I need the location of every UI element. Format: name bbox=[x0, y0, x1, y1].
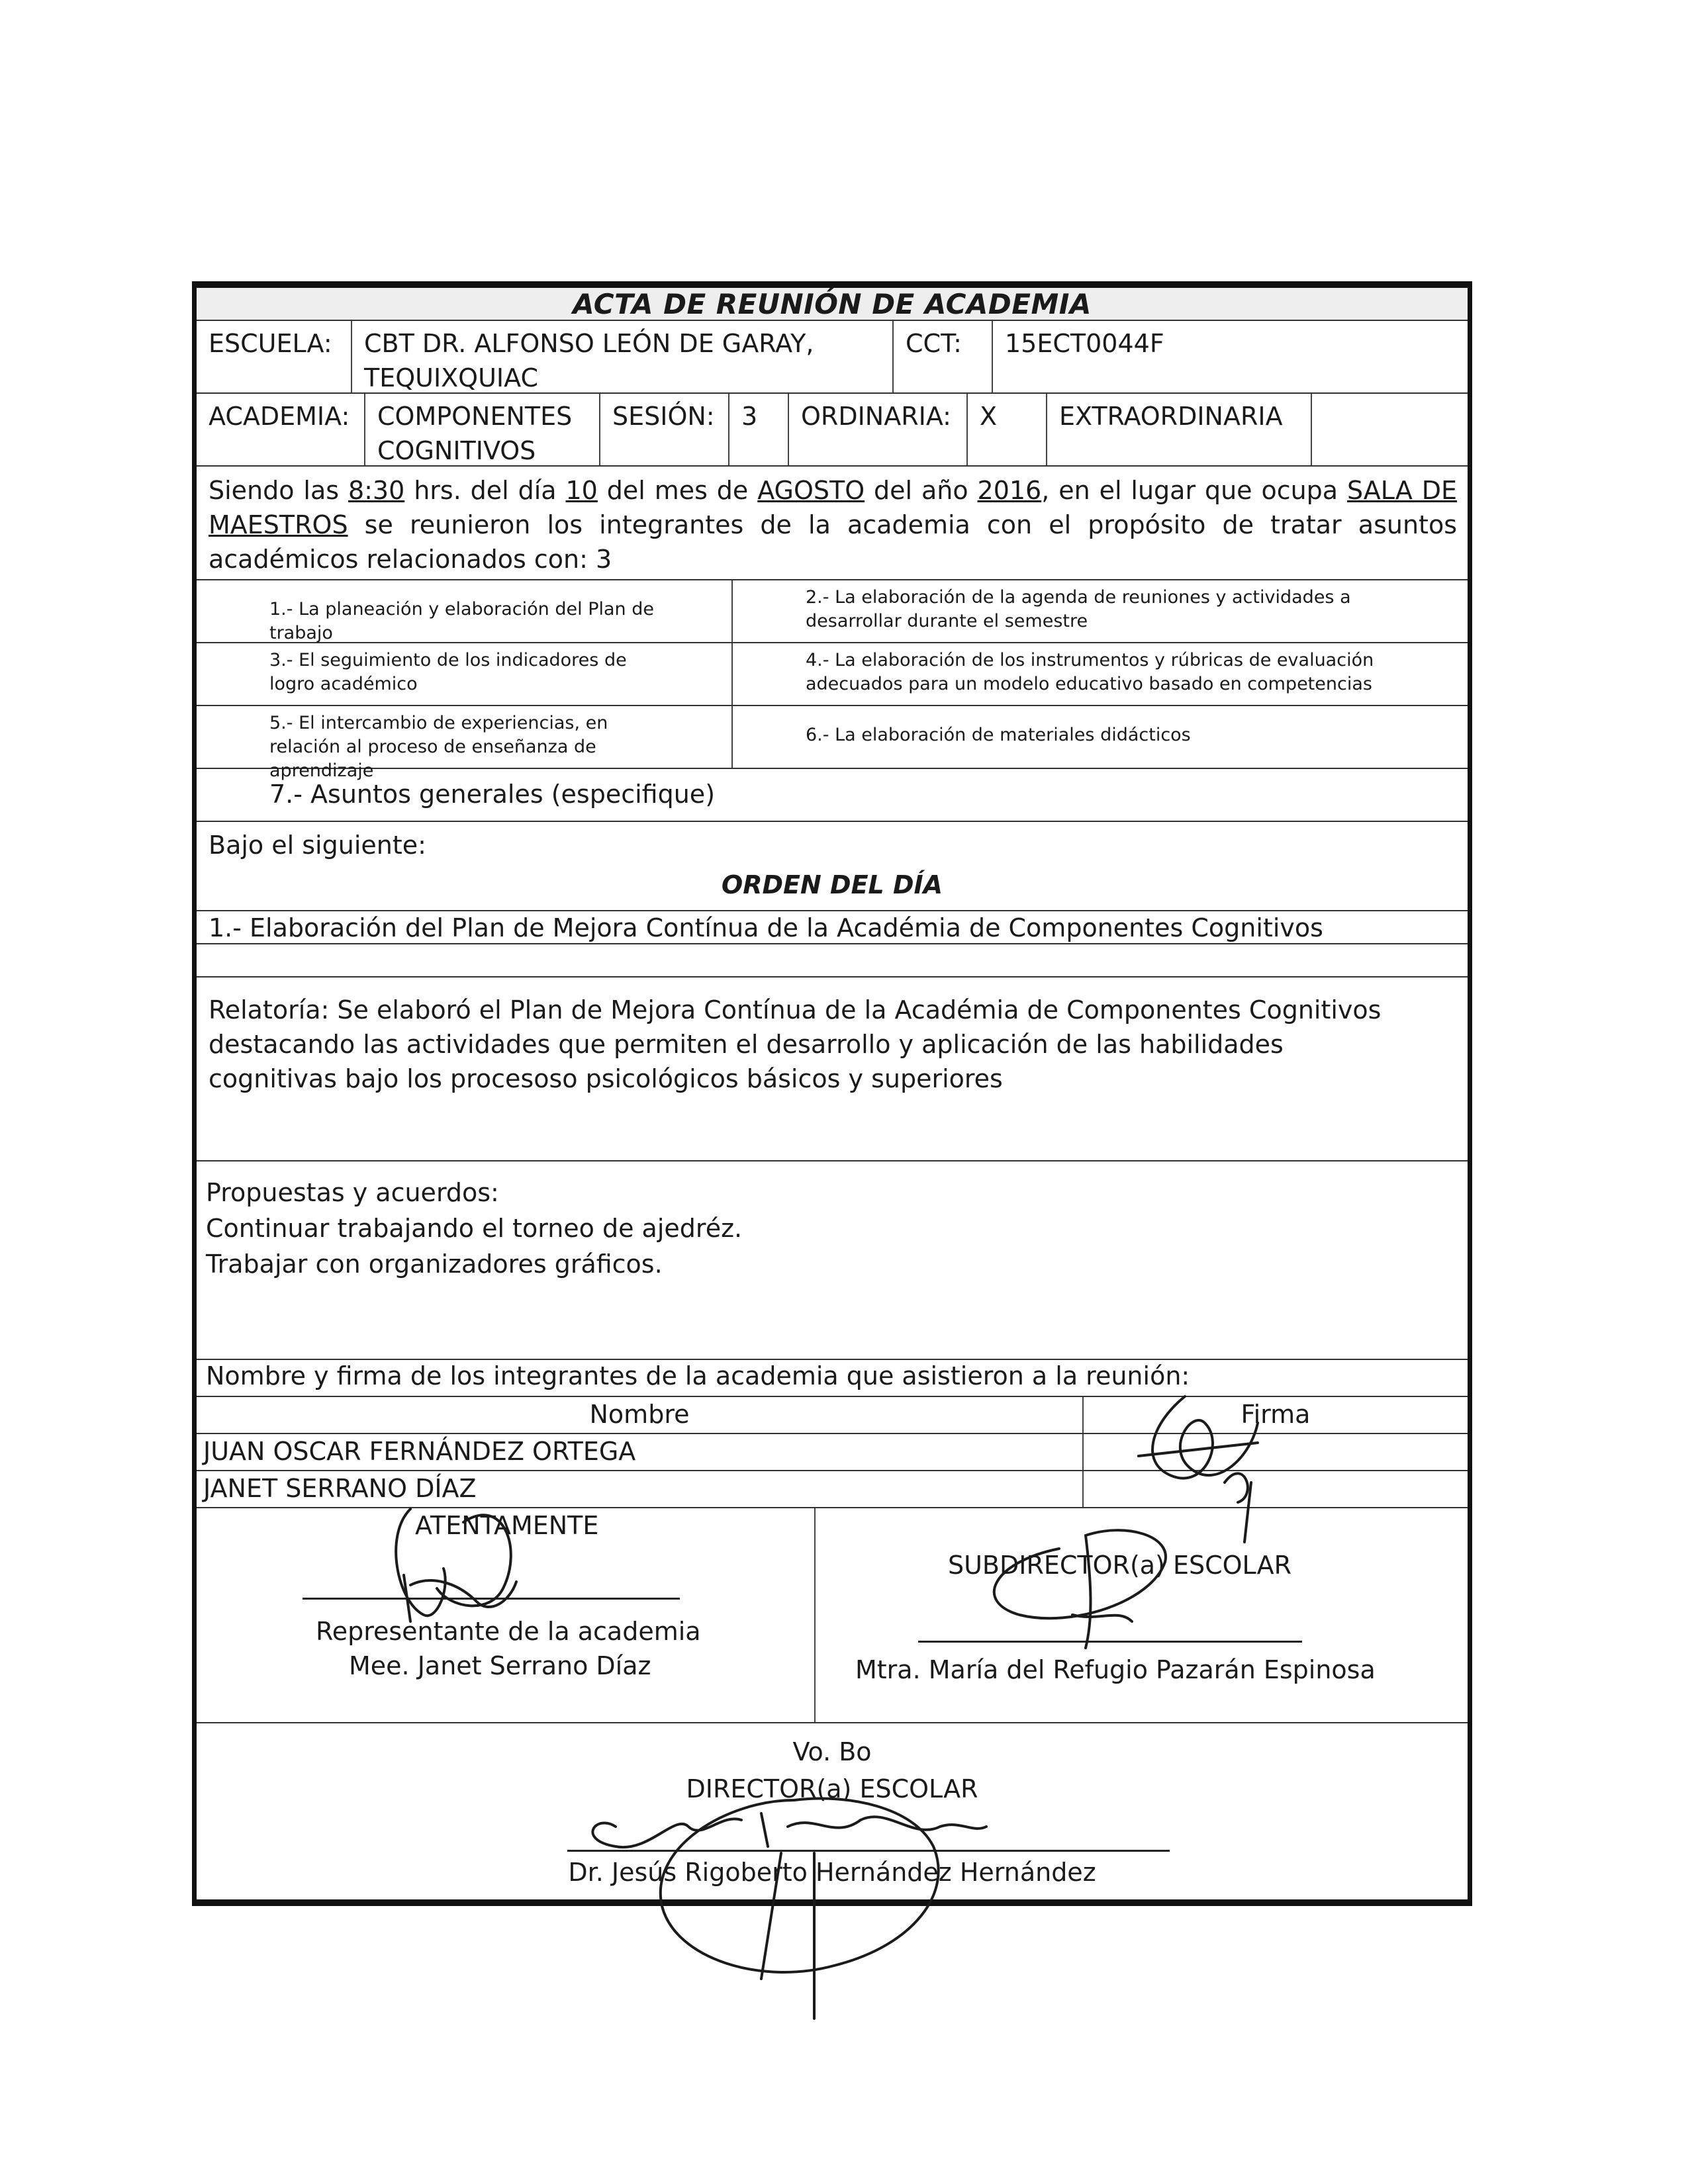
topic-3: 3.- El seguimiento de los indicadores de logro académico bbox=[197, 643, 733, 705]
cct-label: CCT: bbox=[894, 321, 993, 392]
agenda-title: ORDEN DEL DÍA bbox=[721, 870, 943, 899]
attendee-row-2 bbox=[197, 1471, 1468, 1508]
subdirector-role: SUBDIRECTOR(a) ESCOLAR bbox=[948, 1551, 1291, 1580]
extraordinary-label: EXTRAORDINARIA bbox=[1047, 394, 1312, 465]
topic-7: 7.- Asuntos generales (especifique) bbox=[269, 780, 716, 809]
proposals-section bbox=[197, 1161, 1468, 1360]
form-title: ACTA DE REUNIÓN DE ACADEMIA bbox=[573, 288, 1092, 320]
director-role: DIRECTOR(a) ESCOLAR bbox=[686, 1774, 978, 1803]
director-signature-line bbox=[567, 1850, 1170, 1852]
proposal-2: Trabajar con organizadores gráficos. bbox=[206, 1250, 663, 1279]
representative-signature-line bbox=[303, 1598, 680, 1600]
topic-4: 4.- La elaboración de los instrumentos y rúbricas de evaluación adecuados para un modelo educativo basado en competencias bbox=[806, 650, 1374, 694]
report-text: Relatoría: Se elaboró el Plan de Mejora Contínua de la Académia de Componentes Cognitivos destacando las actividades que permiten el desarrollo y aplicación de las habilidades cognitivas bajo los procesoso psicológicos básicos y superiores bbox=[209, 995, 1382, 1093]
intro-text-5: , en el lugar que ocupa bbox=[1041, 476, 1347, 505]
proposal-1: Continuar trabajando el torneo de ajedréz. bbox=[206, 1214, 743, 1243]
topics-row-3 bbox=[197, 706, 1468, 781]
attendee-signature-1 bbox=[1084, 1434, 1468, 1470]
topic-1: 1.- La planeación y elaboración del Plan de trabajo bbox=[197, 580, 733, 642]
school-row bbox=[197, 321, 1468, 394]
agenda-line-3 bbox=[197, 976, 1468, 978]
cct-value: 15ECT0044F bbox=[1005, 329, 1164, 358]
representative-name: Mee. Janet Serrano Díaz bbox=[349, 1651, 651, 1680]
form-title-row bbox=[197, 288, 1468, 321]
attendee-row-1 bbox=[197, 1434, 1468, 1471]
attendees-header-row bbox=[197, 1360, 1468, 1397]
report-section bbox=[197, 979, 1468, 1161]
column-name: Nombre bbox=[197, 1397, 1084, 1433]
director-name: Dr. Jesús Rigoberto Hernández Hernández bbox=[568, 1858, 1096, 1887]
meeting-year: 2016 bbox=[977, 476, 1042, 505]
atentamente-label: ATENTAMENTE bbox=[415, 1511, 599, 1540]
meeting-place: SALA DE MAESTROS bbox=[209, 476, 1458, 539]
representative-cell bbox=[197, 1508, 816, 1722]
column-signature: Firma bbox=[1241, 1400, 1311, 1429]
attendee-name-2: JANET SERRANO DÍAZ bbox=[197, 1471, 1084, 1507]
proposals-label: Propuestas y acuerdos: bbox=[206, 1178, 499, 1207]
attendees-columns-row bbox=[197, 1397, 1468, 1434]
meeting-time: 8:30 bbox=[348, 476, 405, 505]
session-value: 3 bbox=[729, 394, 789, 465]
agenda-intro: Bajo el siguiente: bbox=[209, 831, 426, 860]
topics-row-2 bbox=[197, 643, 1468, 706]
ordinary-label: ORDINARIA: bbox=[789, 394, 968, 465]
academy-label: ACADEMIA: bbox=[197, 394, 365, 465]
representative-role: Representante de la academia bbox=[316, 1617, 701, 1646]
meeting-day: 10 bbox=[565, 476, 598, 505]
topic-7-row bbox=[197, 769, 1468, 822]
subdirector-cell bbox=[816, 1508, 1468, 1722]
extraordinary-mark bbox=[1312, 394, 1468, 465]
session-label: SESIÓN: bbox=[600, 394, 729, 465]
ordinary-mark: X bbox=[968, 394, 1047, 465]
topic-2: 2.- La elaboración de la agenda de reuniones y actividades a desarrollar durante el semestre bbox=[806, 587, 1351, 631]
agenda-item-1: 1.- Elaboración del Plan de Mejora Contínua de la Académia de Componentes Cognitivos bbox=[209, 913, 1323, 942]
intro-text-1: Siendo las bbox=[209, 476, 348, 505]
signatures-row bbox=[197, 1508, 1468, 1723]
intro-row bbox=[197, 467, 1468, 579]
subdirector-name: Mtra. María del Refugio Pazarán Espinosa bbox=[855, 1655, 1376, 1684]
intro-text-6: se reunieron los integrantes de la academia con el propósito de tratar asuntos académicos relacionados con: 3 bbox=[209, 510, 1457, 574]
attendee-name-1: JUAN OSCAR FERNÁNDEZ ORTEGA bbox=[197, 1434, 1084, 1470]
attendee-signature-2 bbox=[1084, 1471, 1468, 1507]
academy-row bbox=[197, 394, 1468, 467]
subdirector-signature-line bbox=[918, 1641, 1302, 1643]
vobo-label: Vo. Bo bbox=[792, 1737, 872, 1766]
meeting-minutes-form bbox=[192, 281, 1472, 1906]
attendees-label: Nombre y firma de los integrantes de la academia que asistieron a la reunión: bbox=[206, 1361, 1190, 1390]
agenda-line-2 bbox=[197, 943, 1468, 944]
meeting-month: AGOSTO bbox=[757, 476, 865, 505]
academy-value: COMPONENTES COGNITIVOS bbox=[365, 394, 600, 465]
intro-text-4: del año bbox=[865, 476, 978, 505]
topic-5: 5.- El intercambio de experiencias, en relación al proceso de enseñanza de aprendizaje bbox=[197, 706, 733, 768]
agenda-line-1 bbox=[197, 910, 1468, 911]
intro-text-3: del mes de bbox=[597, 476, 758, 505]
topic-6: 6.- La elaboración de materiales didácticos bbox=[806, 725, 1191, 745]
intro-paragraph bbox=[209, 473, 1457, 576]
intro-text-2: hrs. del día bbox=[404, 476, 566, 505]
school-label: ESCUELA: bbox=[197, 321, 352, 392]
school-value: CBT DR. ALFONSO LEÓN DE GARAY, TEQUIXQUIAC bbox=[352, 321, 894, 392]
topics-row-1 bbox=[197, 580, 1468, 643]
